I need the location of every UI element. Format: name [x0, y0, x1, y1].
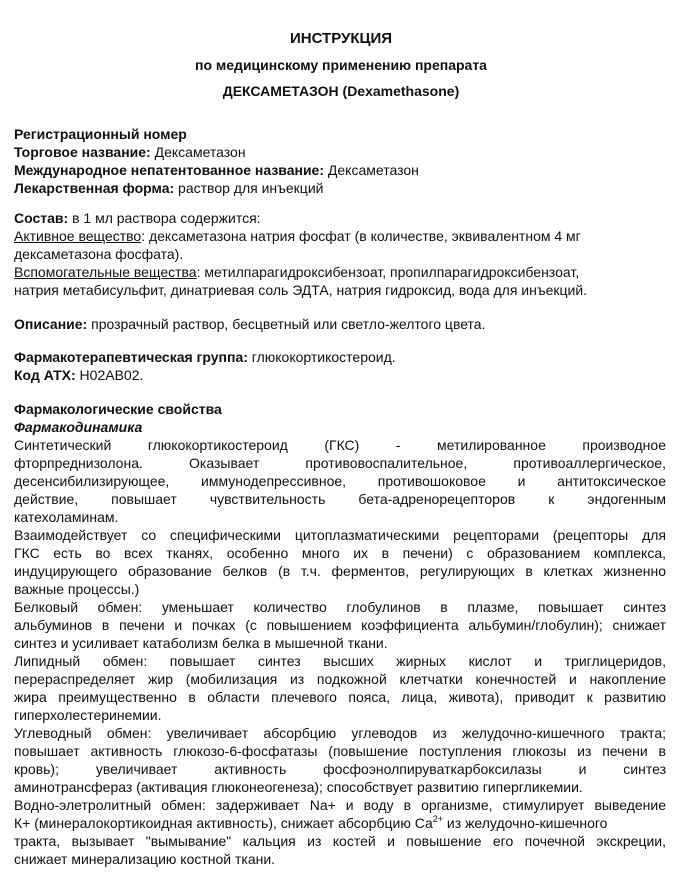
p6-line-2-b: из желудочно-кишечного	[443, 815, 608, 831]
document-subtitle: по медицинскому применению препарата	[195, 57, 487, 73]
inn-label: Международное непатентованное название:	[14, 162, 325, 178]
p6-line-3: тракта, вызывает "вымывание" кальция из костей и повышение его почечной экскреции,	[14, 833, 666, 849]
atc-line	[14, 366, 666, 384]
composition-intro-line	[14, 209, 666, 227]
p5-line-4: аминотрансфераз (активация глюконеогенеза); способствует развитию гипергликемии.	[14, 779, 583, 795]
description-label: Описание:	[14, 316, 88, 332]
excipients-text: : метилпарагидроксибензоат, пропилпарагидроксибензоат,	[196, 264, 580, 280]
p3-line-3: синтез и усиливает катаболизм белка в мышечной ткани.	[14, 635, 388, 651]
p2-line-2: ГКС есть во всех тканях, особенно много их в печени) с образованием комплекса,	[14, 545, 666, 561]
p2-line-3: индуцирующего образование белков (в т.ч. ферментов, регулирующих в клетках жизненно	[14, 563, 666, 579]
form-label: Лекарственная форма:	[14, 180, 175, 196]
p2-line-1: Взаимодействует со специфическими цитоплазматическими рецепторами (рецепторы для	[14, 527, 666, 543]
group-line	[14, 348, 666, 366]
excipients-label: Вспомогательные вещества	[14, 264, 197, 280]
active-substance-line-2: дексаметазона фосфата).	[14, 246, 184, 262]
p6-line-2	[14, 814, 666, 832]
p1-line-4: действие, повышает чувствительность бета-адренорецепторов к эндогенным	[14, 491, 666, 507]
registration-section	[14, 125, 666, 197]
active-substance-text: : дексаметазона натрия фосфат (в количестве, эквивалентном 4 мг	[141, 228, 581, 244]
group-value: глюкокортикостероид.	[247, 349, 396, 365]
p1-line-5: катехоламинам.	[14, 509, 119, 525]
atc-label: Код АТХ:	[14, 367, 76, 383]
pharmacology-heading: Фармакологические свойства	[14, 401, 222, 417]
description-section	[14, 315, 666, 333]
trade-name-line	[14, 143, 666, 161]
p4-line-4: гиперхолестеринемии.	[14, 707, 162, 723]
p4-line-2: перераспределяет жир (мобилизация из подкожной клетчатки конечностей и накопление	[14, 671, 666, 687]
p5-line-1: Углеводный обмен: увеличивает абсорбцию углеводов из желудочно-кишечного тракта;	[14, 725, 666, 741]
drug-title: ДЕКСАМЕТАЗОН (Dexamethasone)	[222, 83, 460, 99]
active-substance-line	[14, 227, 666, 245]
p5-line-2: повышает активность глюкозо-6-фосфатазы (повышение поступления глюкозы из печени в	[14, 743, 666, 759]
form-value: раствор для инъекций	[174, 180, 324, 196]
p3-line-2: альбуминов в печени и почках (с повышением коэффициента альбумин/глобулин); снижает	[14, 617, 666, 633]
excipients-line-2: натрия метабисульфит, динатриевая соль ЭДТА, натрия гидроксид, вода для инъекций.	[14, 282, 588, 298]
p4-line-1: Липидный обмен: повышает синтез высших жирных кислот и триглицеридов,	[14, 653, 666, 669]
p1-line-3: десенсибилизирующее, иммунодепрессивное, противошоковое и антитоксическое	[14, 473, 666, 489]
pharmacodynamics-heading: Фармакодинамика	[14, 419, 143, 435]
p1-line-1: Синтетический глюкокортикостероид (ГКС) - метилированное производное	[14, 437, 666, 453]
description-line	[14, 315, 666, 333]
reg-number-label: Регистрационный номер	[14, 126, 187, 142]
p5-line-3: кровь); увеличивает активность фосфоэнолпируваткарбоксилазы и синтез	[14, 761, 666, 777]
form-line	[14, 179, 666, 197]
pharmacology-section	[14, 400, 666, 868]
composition-intro: в 1 мл раствора содержится:	[68, 210, 261, 226]
group-label: Фармакотерапевтическая группа:	[14, 349, 248, 365]
atc-value: H02AB02.	[75, 367, 144, 383]
active-substance-label: Активное вещество	[14, 228, 142, 244]
p6-line-4: снижает минерализацию костной ткани.	[14, 851, 276, 867]
trade-name-label: Торговое название:	[14, 144, 151, 160]
p6-line-1: Водно-элетролитный обмен: задерживает Na+ и воду в организме, стимулирует выведение	[14, 797, 666, 813]
composition-section	[14, 209, 666, 299]
calcium-charge-superscript: 2+	[432, 814, 444, 824]
p3-line-1: Белковый обмен: уменьшает количество глобулинов в плазме, повышает синтез	[14, 599, 666, 615]
composition-label: Состав:	[14, 210, 69, 226]
p2-line-4: важные процессы.)	[14, 581, 140, 597]
excipients-line	[14, 263, 666, 281]
pharmacotherapeutic-section	[14, 348, 666, 384]
inn-value: Дексаметазон	[324, 162, 419, 178]
inn-line	[14, 161, 666, 179]
p1-line-2: фторпреднизолона. Оказывает противовоспалительное, противоаллергическое,	[14, 455, 666, 471]
description-value: прозрачный раствор, бесцветный или светло-желтого цвета.	[87, 316, 486, 332]
p4-line-3: жира преимущественно в области плечевого пояса, лица, живота), приводит к развитию	[14, 689, 666, 705]
document-title: ИНСТРУКЦИЯ	[289, 30, 393, 47]
trade-name-value: Дексаметазон	[150, 144, 246, 160]
p6-line-2-a: К+ (минералокортикоидная активность), снижает абсорбцию Са	[14, 815, 433, 831]
